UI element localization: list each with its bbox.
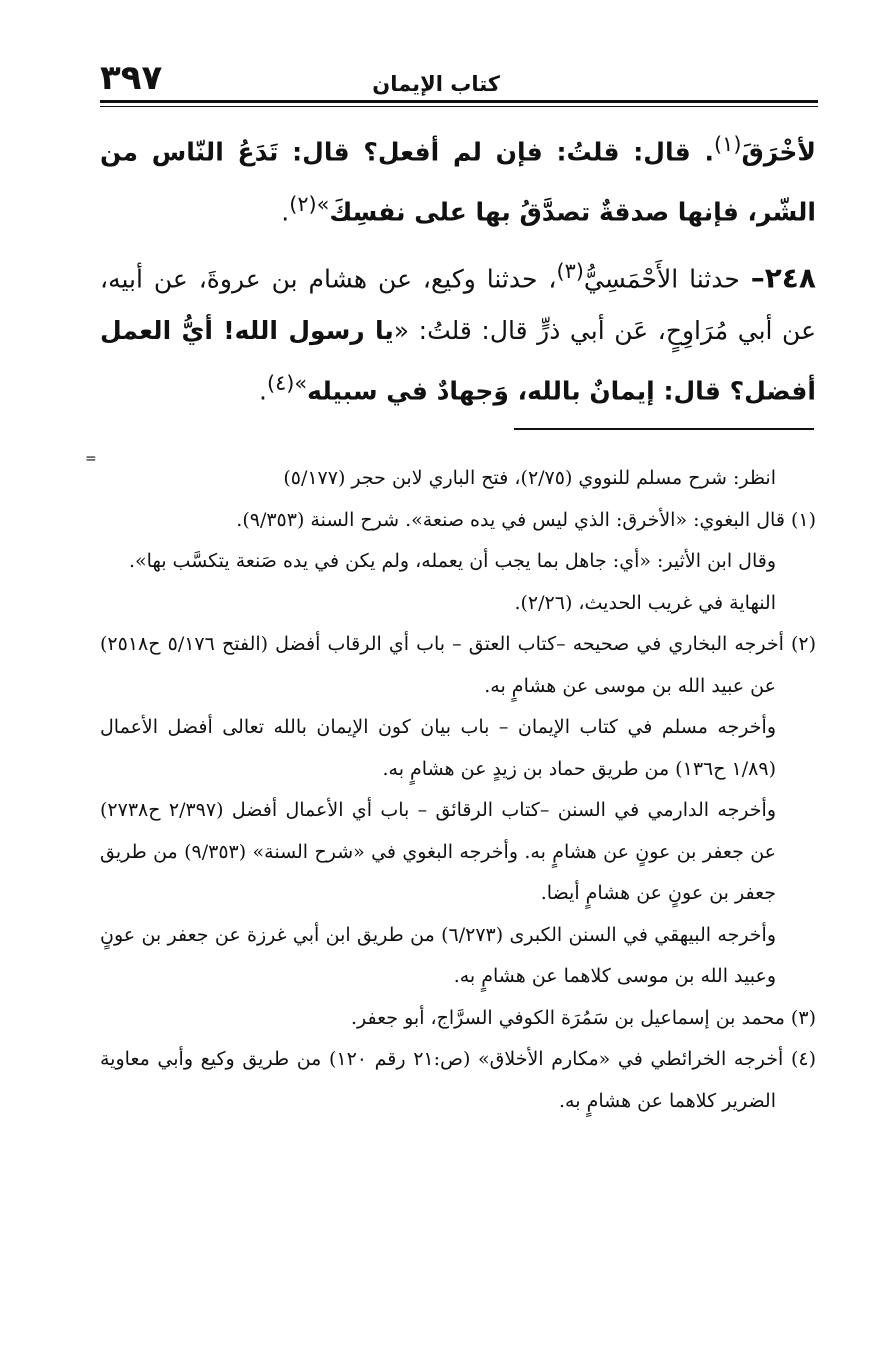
text: . — [259, 376, 267, 406]
text: . — [281, 197, 290, 227]
footnote-2-cont: وأخرجه الدارمي في السنن –كتاب الرقائق – باب أي الأعمال أفضل (٢/٣٩٧ ح٢٧٣٨) عن جعفر بن عونٍ عن هشامٍ به. وأخرجه البغوي في «شرح السنة» (٩/٣٥٣) من طريق جعفر بن عونٍ عن هشامٍ أيضا. — [100, 799, 776, 904]
footnotes — [100, 458, 816, 1122]
footnote-1-cont: النهاية في غريب الحديث، (٢/٢٦). — [514, 591, 776, 614]
matn-text: يا رسول الله! أيُّ العمل أفضل؟ قال: إيمانٌ بالله، وَجهادٌ في سبيله — [100, 315, 816, 406]
paragraph-continuation — [100, 118, 816, 239]
footnote-2-cont: وأخرجه مسلم في كتاب الإيمان – باب بيان كون الإيمان بالله تعالى أفضل الأعمال (١/٨٩ ح١٣٦) من طريق حماد بن زيدٍ عن هشامٍ به. — [100, 716, 776, 780]
header-rule-thick — [100, 100, 818, 103]
footnote-1: (١) قال البغوي: «الأخرق: الذي ليس في يده صنعة». شرح السنة (٩/٣٥٣). — [236, 508, 816, 531]
footnote-4: (٤) أخرجه الخرائطي في «مكارم الأخلاق» (ص:٢١ رقم ١٢٠) من طريق وكيع وأبي معاوية الضرير كلاهما عن هشامٍ به. — [100, 1048, 816, 1112]
running-title: كتاب الإيمان — [372, 72, 500, 96]
footnote-separator — [514, 428, 814, 430]
footnote-2-cont: وأخرجه البيهقي في السنن الكبرى (٦/٢٧٣) من طريق ابن أبي غرزة عن جعفر بن عونٍ وعبيد الله بن موسى كلاهما عن هشامٍ به. — [100, 923, 777, 987]
footnote-ref-2: »(٢) — [289, 192, 330, 217]
page-number: ٣٩٧ — [100, 58, 163, 98]
hadith-248 — [100, 245, 816, 418]
footnote-ref-3: (٣) — [556, 258, 584, 283]
isnad-text: حدثنا الأَحْمَسِيُّ — [583, 263, 751, 293]
text-bold: لأخْرَقَ — [741, 137, 816, 167]
text-bold: . قال: قلتُ: فإن لم أفعل؟ قال: تَدَعُ النّاس من الشّر، فإنها صدقةٌ تصدَّقُ بها على نفسِكَ — [100, 137, 816, 227]
footnote-intro: انظر: شرح مسلم للنووي (٢/٧٥)، فتح الباري لابن حجر (٥/١٧٧) — [283, 467, 776, 489]
footnote-ref-4: »(٤) — [266, 370, 308, 395]
footnote-3: (٣) محمد بن إسماعيل بن سَمُرَة الكوفي السرَّاج، أبو جعفر. — [351, 1006, 816, 1029]
footnote-1-cont: وقال ابن الأثير: «أي: جاهل بما يجب أن يعمله، ولم يكن في يده صَنعة يتكسَّب بها». — [129, 550, 776, 572]
main-text — [100, 118, 816, 417]
isnad-text: ، حدثنا وكيع، عن هشام بن عروةَ، عن أبيه، عن أبي مُرَاوِحٍ، عَن أبي ذرٍّ قال: قلتُ: « — [100, 263, 816, 345]
footnote-ref-1: (١) — [713, 132, 742, 156]
page-header — [100, 58, 820, 98]
continuation-mark: = — [85, 451, 97, 467]
hadith-number: ٢٤٨– — [750, 260, 816, 294]
header-rule-thin — [100, 106, 818, 107]
footnote-2: (٢) أخرجه البخاري في صحيحه –كتاب العتق – باب أي الرقاب أفضل (الفتح ٥/١٧٦ ح٢٥١٨) عن عبيد الله بن موسى عن هشامٍ به. — [100, 633, 817, 697]
